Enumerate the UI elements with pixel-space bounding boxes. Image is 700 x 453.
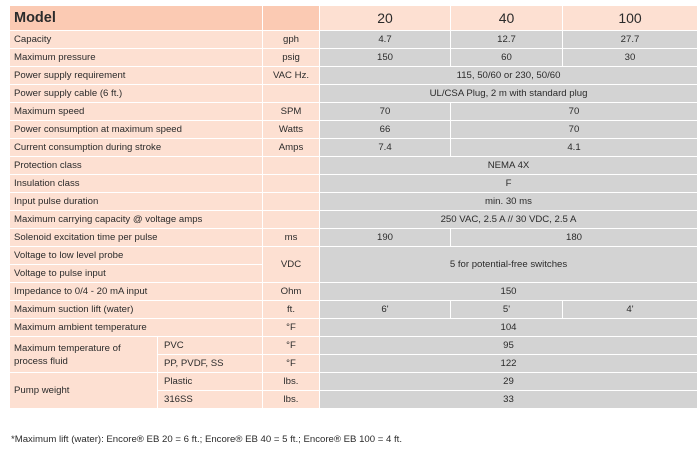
row-unit: Ohm [263,283,320,301]
row-label: Maximum suction lift (water) [10,301,263,319]
table-row [10,247,698,265]
table-row [10,229,698,247]
table-row [10,211,698,229]
spec-table-container [9,5,697,409]
table-row [10,103,698,121]
row-label: Power supply requirement [10,67,263,85]
sub-label-pp: PP, PVDF, SS [158,355,263,373]
row-unit: Amps [263,139,320,157]
row-label: Insulation class [10,175,263,193]
value-100: 30 [563,49,698,67]
table-row [10,31,698,49]
value-all: 29 [320,373,698,391]
value-20: 70 [320,103,451,121]
sub-label-316ss: 316SS [158,391,263,409]
value-all: 150 [320,283,698,301]
table-header-row [10,6,698,31]
footnote: *Maximum lift (water): Encore® EB 20 = 6 ft.; Encore® EB 40 = 5 ft.; Encore® EB 100 = 4 ft. [11,434,403,445]
model-100-header: 100 [563,6,698,31]
row-label: Maximum temperature of process fluid [10,337,158,373]
value-20: 7.4 [320,139,451,157]
value-20: 66 [320,121,451,139]
value-100: 27.7 [563,31,698,49]
table-row [10,157,698,175]
value-40-100: 4.1 [451,139,698,157]
table-row [10,337,698,355]
row-unit: gph [263,31,320,49]
row-label: Power supply cable (6 ft.) [10,85,263,103]
value-20: 6' [320,301,451,319]
row-unit: psig [263,49,320,67]
row-label: Maximum speed [10,103,263,121]
row-unit: lbs. [263,373,320,391]
row-unit-empty [263,157,320,175]
value-all: 33 [320,391,698,409]
table-row [10,301,698,319]
value-all: 115, 50/60 or 230, 50/60 [320,67,698,85]
sub-label-pvc: PVC [158,337,263,355]
row-unit-empty [263,175,320,193]
value-100: 4' [563,301,698,319]
row-label: Maximum pressure [10,49,263,67]
row-unit: °F [263,319,320,337]
table-row [10,139,698,157]
value-20: 4.7 [320,31,451,49]
value-all: min. 30 ms [320,193,698,211]
row-label: Pump weight [10,373,158,409]
model-20-header: 20 [320,6,451,31]
table-row [10,121,698,139]
header-blank [263,6,320,31]
table-row [10,193,698,211]
row-unit: SPM [263,103,320,121]
value-all: F [320,175,698,193]
row-unit-empty [263,85,320,103]
value-20: 150 [320,49,451,67]
table-row [10,175,698,193]
value-40-100: 70 [451,103,698,121]
row-unit-empty [263,211,320,229]
row-unit: ms [263,229,320,247]
model-label: Model [10,6,263,31]
table-row [10,49,698,67]
row-label: Input pulse duration [10,193,263,211]
value-all: 95 [320,337,698,355]
row-label: Power consumption at maximum speed [10,121,263,139]
row-unit: VDC [263,247,320,283]
row-label: Solenoid excitation time per pulse [10,229,263,247]
value-40: 12.7 [451,31,563,49]
value-all: NEMA 4X [320,157,698,175]
spec-table [9,5,698,409]
table-row [10,283,698,301]
row-unit: Watts [263,121,320,139]
table-row [10,85,698,103]
value-all: 122 [320,355,698,373]
value-all: 250 VAC, 2.5 A // 30 VDC, 2.5 A [320,211,698,229]
row-unit: °F [263,355,320,373]
row-label: Voltage to low level probe [10,247,263,265]
row-unit: VAC Hz. [263,67,320,85]
row-label: Protection class [10,157,263,175]
row-label: Voltage to pulse input [10,265,263,283]
row-unit-empty [263,193,320,211]
value-all: 5 for potential-free switches [320,247,698,283]
model-40-header: 40 [451,6,563,31]
row-label: Impedance to 0/4 - 20 mA input [10,283,263,301]
row-label: Maximum ambient temperature [10,319,263,337]
row-label: Maximum carrying capacity @ voltage amps [10,211,263,229]
table-row [10,373,698,391]
value-40-100: 70 [451,121,698,139]
sub-label-plastic: Plastic [158,373,263,391]
value-40: 60 [451,49,563,67]
row-label: Capacity [10,31,263,49]
table-row [10,67,698,85]
row-unit: lbs. [263,391,320,409]
row-unit: ft. [263,301,320,319]
value-all: UL/CSA Plug, 2 m with standard plug [320,85,698,103]
value-40-100: 180 [451,229,698,247]
row-label: Current consumption during stroke [10,139,263,157]
value-20: 190 [320,229,451,247]
value-40: 5' [451,301,563,319]
table-row [10,319,698,337]
row-unit: °F [263,337,320,355]
value-all: 104 [320,319,698,337]
